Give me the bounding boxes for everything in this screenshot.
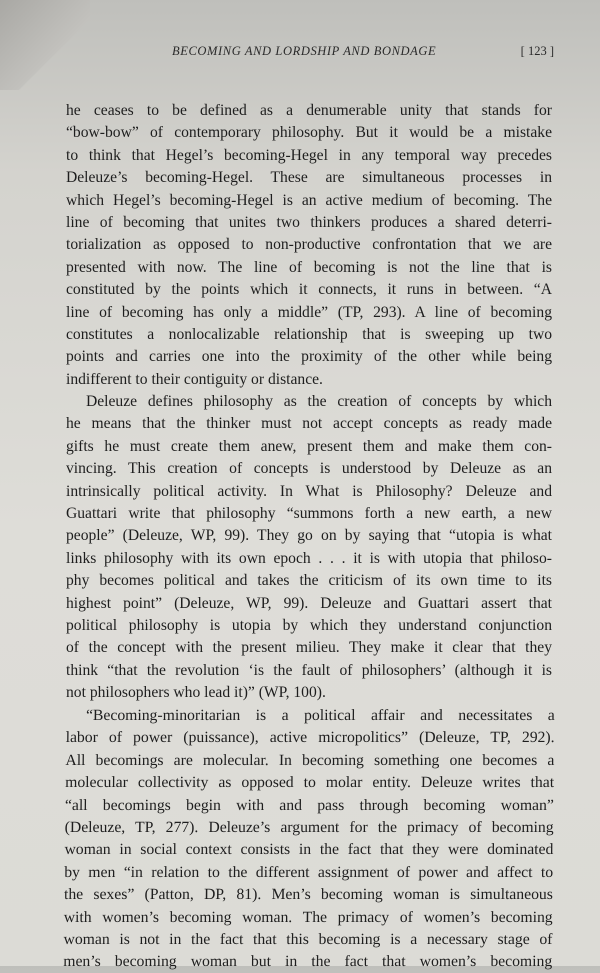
text-line: intrinsically political activity. In What is Philosophy? Deleuze and — [66, 482, 552, 500]
text-line: phy becomes political and takes the criticism of its own time to its — [66, 572, 552, 590]
text-line: “Becoming-minoritarian is a political affair and necessitates a — [85, 706, 555, 724]
text-line: highest point” (Deleuze, WP, 99). Deleuze and Guattari assert that — [66, 594, 552, 612]
text-line: men’s becoming woman but in the fact that women’s becoming — [63, 952, 553, 970]
text-line: of the concept with the present milieu. They make it clear that they — [66, 639, 552, 657]
text-line: line of becoming that unites two thinkers produces a shared deterri- — [66, 213, 552, 231]
page-number: [ 123 ] — [520, 44, 554, 58]
paragraph-3 — [63, 705, 555, 973]
paragraph-2 — [66, 391, 552, 704]
text-line: (Deleuze, TP, 277). Deleuze’s argument for the primacy of becoming — [64, 818, 554, 836]
text-line: molecular collectivity as opposed to molar entity. Deleuze writes that — [65, 773, 555, 791]
text-line: he means that the thinker must not accept concepts as ready made — [66, 415, 552, 433]
text-line: “all becomings begin with and pass through becoming woman” — [64, 796, 554, 814]
page-corner-shadow — [0, 0, 90, 90]
text-line: with women’s becoming woman. The primacy of women’s becoming — [63, 908, 553, 926]
text-line: to think that Hegel’s becoming-Hegel in any temporal way precedes — [66, 146, 552, 164]
text-line: indifferent to their contiguity or distance. — [66, 370, 323, 388]
text-line: political philosophy is utopia by which they understand conjunction — [66, 616, 552, 634]
text-line: woman is not in the fact that this becoming is a necessary stage of — [63, 930, 553, 948]
text-line: constituted by the points which it connects, it runs in between. “A — [66, 281, 552, 299]
text-line: presented with now. The line of becoming is not the line that is — [66, 258, 552, 276]
running-title: BECOMING AND LORDSHIP AND BONDAGE — [172, 44, 437, 58]
text-line: labor of power (puissance), active micropolitics” (Deleuze, TP, 292). — [65, 728, 555, 746]
text-line: Deleuze defines philosophy as the creation of concepts by which — [86, 393, 552, 411]
text-line: points and carries one into the proximity of the other while being — [66, 348, 552, 366]
text-line: woman in social context consists in the fact that they were dominated — [64, 840, 554, 858]
body-text — [63, 100, 555, 973]
text-line: Deleuze’s becoming-Hegel. These are simultaneous processes in — [66, 169, 552, 187]
text-line: torialization as opposed to non-productive confrontation that we are — [66, 236, 552, 254]
text-line: he ceases to be defined as a denumerable unity that stands for — [66, 102, 552, 119]
text-line: Guattari write that philosophy “summons forth a new earth, a new — [66, 505, 552, 523]
text-line: line of becoming has only a middle” (TP, 293). A line of becoming — [66, 303, 552, 321]
text-line: All becomings are molecular. In becoming something one becomes a — [65, 751, 555, 769]
text-line: not philosophers who lead it)” (WP, 100). — [66, 684, 326, 702]
text-line: by men “in relation to the different assignment of power and affect to — [64, 863, 554, 881]
text-line: vincing. This creation of concepts is understood by Deleuze as an — [66, 460, 552, 478]
text-line: gifts he must create them anew, present them and make them con- — [66, 437, 552, 455]
text-line: the sexes” (Patton, DP, 81). Men’s becoming woman is simultaneous — [63, 885, 554, 903]
paragraph-1 — [66, 100, 552, 391]
text-line: think “that the revolution ‘is the fault of philosophers’ (although it is — [66, 661, 552, 679]
text-line: people” (Deleuze, WP, 99). They go on by saying that “utopia is what — [66, 527, 552, 545]
text-line: links philosophy with its own epoch . . . it is with utopia that philoso- — [66, 549, 552, 567]
text-line: constitutes a nonlocalizable relationship that is sweeping up two — [66, 325, 552, 343]
text-line: “bow-bow” of contemporary philosophy. But it would be a mistake — [66, 124, 552, 142]
text-line: which Hegel’s becoming-Hegel is an active medium of becoming. The — [66, 191, 552, 209]
